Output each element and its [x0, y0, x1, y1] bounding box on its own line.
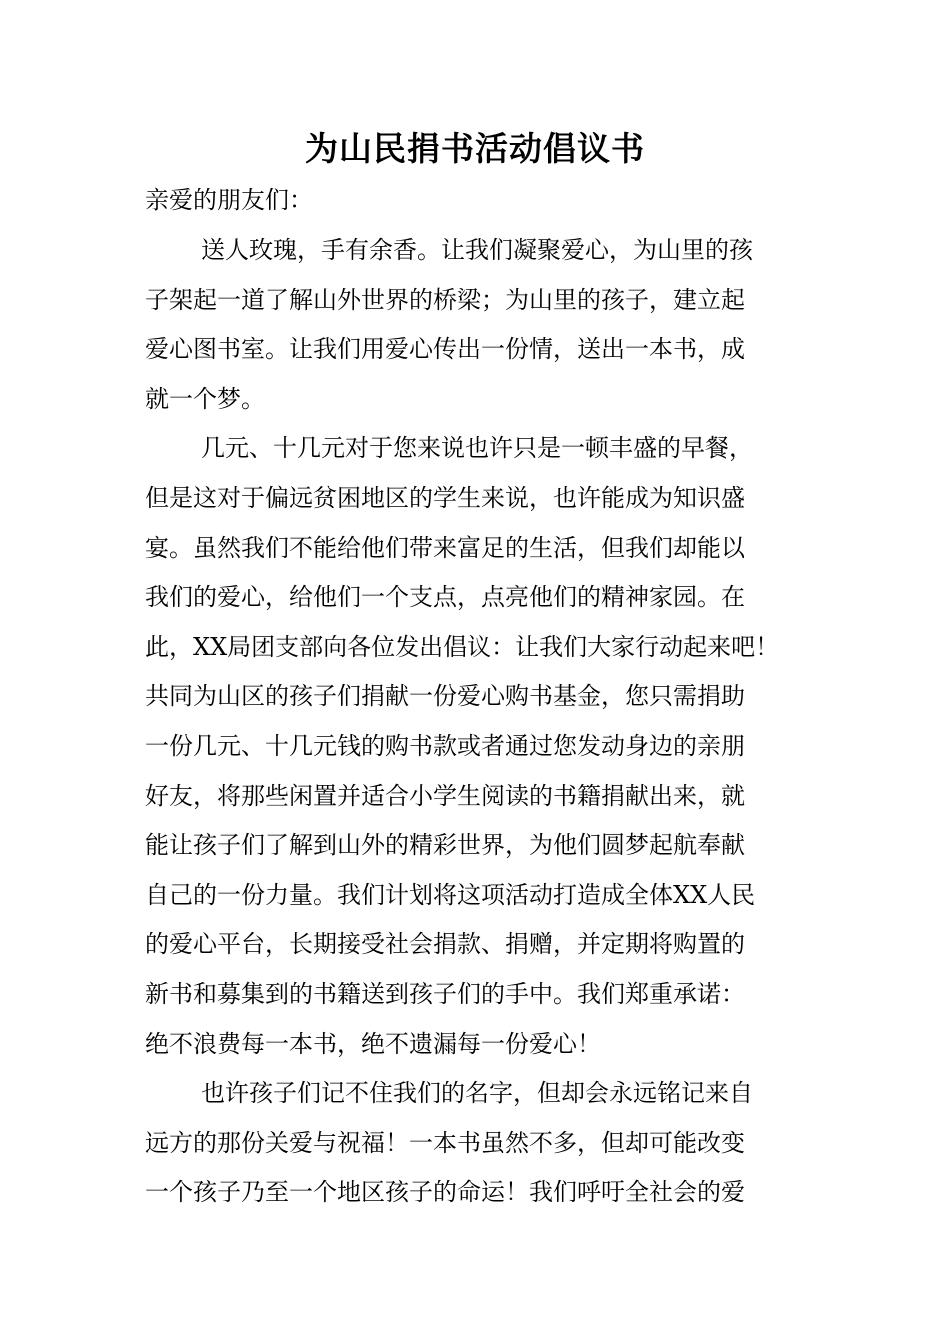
- text-line: 几元、十几元对于您来说也许只是一顿丰盛的早餐，: [201, 434, 753, 463]
- text-line: 新书和募集到的书籍送到孩子们的手中。我们郑重承诺：: [145, 979, 745, 1008]
- text-line: 我们的爱心，给他们一个支点，点亮他们的精神家园。在: [145, 583, 745, 612]
- text-line: 一份几元、十几元钱的购书款或者通过您发动身边的亲朋: [145, 731, 745, 760]
- paragraph-2: [145, 424, 815, 1069]
- text-line: 能让孩子们了解到山外的精彩世界，为他们圆梦起航奉献: [145, 831, 745, 860]
- text-line: 子架起一道了解山外世界的桥梁；为山里的孩子，建立起: [145, 285, 745, 314]
- text-line: 送人玫瑰，手有余香。让我们凝聚爱心，为山里的孩: [201, 236, 753, 264]
- text-line: 宴。虽然我们不能给他们带来富足的生活，但我们却能以: [145, 533, 745, 562]
- paragraph-1: [145, 226, 815, 424]
- paragraph-3: [145, 1069, 815, 1218]
- text-line: 自己的一份力量。我们计划将这项活动打造成全体XX人民: [145, 880, 756, 909]
- text-line: 爱心图书室。让我们用爱心传出一份情，送出一本书，成: [145, 335, 745, 364]
- text-line: 也许孩子们记不住我们的名字，但却会永远铭记来自: [201, 1079, 753, 1108]
- text-line: 就一个梦。: [145, 384, 265, 413]
- text-line: 好友，将那些闲置并适合小学生阅读的书籍捐献出来，就: [145, 781, 745, 810]
- text-line: 远方的那份关爱与祝福！一本书虽然不多，但却可能改变: [145, 1128, 745, 1157]
- text-line: 一个孩子乃至一个地区孩子的命运！我们呼吁全社会的爱: [145, 1178, 745, 1207]
- text-line: 的爱心平台，长期接受社会捐款、捐赠，并定期将购置的: [145, 930, 745, 959]
- document-title: 为山民捐书活动倡议书: [305, 129, 645, 168]
- text-line: 此，XX局团支部向各位发出倡议：让我们大家行动起来吧！: [145, 632, 780, 661]
- text-line: 但是这对于偏远贫困地区的学生来说，也许能成为知识盛: [145, 483, 745, 512]
- text-line: 共同为山区的孩子们捐献一份爱心购书基金，您只需捐助: [145, 682, 745, 711]
- greeting: 亲爱的朋友们：: [145, 186, 313, 214]
- document-body: [145, 226, 815, 1218]
- text-line: 绝不浪费每一本书，绝不遗漏每一份爱心！: [145, 1029, 601, 1058]
